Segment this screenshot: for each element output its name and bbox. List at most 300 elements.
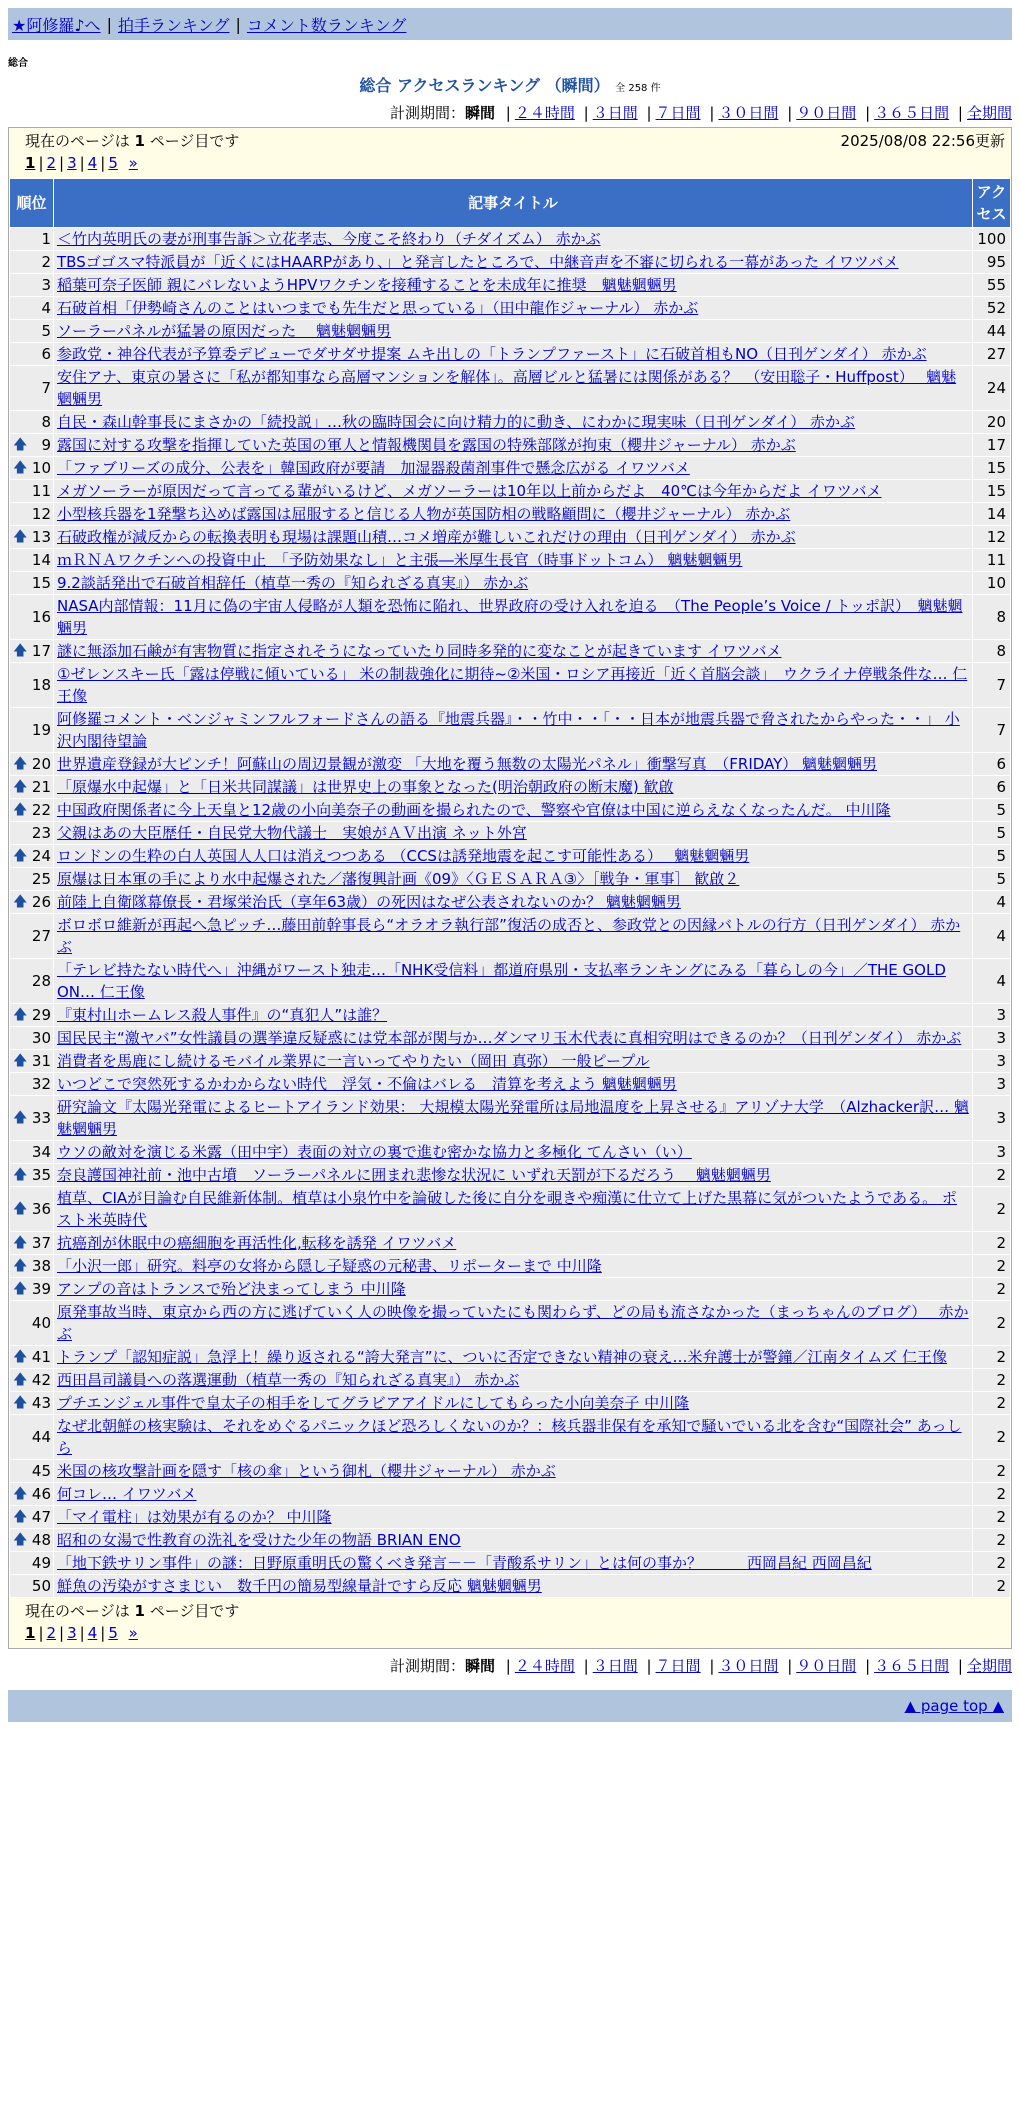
title-cell	[54, 868, 973, 891]
table-row	[10, 411, 1011, 434]
rank-cell	[10, 708, 54, 753]
arrow-up-icon: 🡅	[13, 1395, 28, 1411]
table-row	[10, 1415, 1011, 1460]
arrow-up-icon: 🡅	[13, 1167, 28, 1183]
title-cell	[54, 274, 973, 297]
access-count: 3	[973, 1004, 1011, 1027]
table-row	[10, 1278, 1011, 1301]
access-count: 20	[973, 411, 1011, 434]
article-link[interactable]: ソーラーパネルが猛暑の原因だった 魑魅魍魎男	[57, 322, 392, 340]
access-count: 2	[973, 1232, 1011, 1255]
article-link[interactable]: TBSゴゴスマ特派員が「近くにはHAARPがあり、」と発言したところで、中継音声を不審に切られる一幕があった イワツバメ	[57, 253, 899, 271]
comment-ranking-link[interactable]: コメント数ランキング	[246, 15, 407, 35]
table-row	[10, 480, 1011, 503]
access-count: 2	[973, 1301, 1011, 1346]
rank-number: 14	[31, 551, 51, 569]
access-count: 44	[973, 320, 1011, 343]
article-link[interactable]: 石破政権が減反からの転換表明も現場は課題山積…コメ増産が難しいこれだけの理由（日刊ゲンダイ） 赤かぶ	[57, 528, 796, 546]
access-count: 6	[973, 776, 1011, 799]
title-cell	[54, 1255, 973, 1278]
article-link[interactable]: 何コレ… イワツバメ	[57, 1485, 197, 1503]
period-all[interactable]: 全期間	[966, 1657, 1012, 1675]
access-count: 7	[973, 708, 1011, 753]
rank-number: 44	[31, 1428, 51, 1446]
rank-cell	[10, 1232, 54, 1255]
article-link[interactable]: プチエンジェル事件で皇太子の相手をしてグラビアアイドルにしてもらった小向美奈子 中川隆	[57, 1394, 690, 1412]
article-link[interactable]: 稲葉可奈子医師 親にバレないようHPVワクチンを接種することを未成年に推奨 魑魅魍魎男	[57, 276, 677, 294]
table-row	[10, 1027, 1011, 1050]
article-link[interactable]: 「原爆水中起爆」と「日米共同謀議」は世界史上の事象となった(明治朝政府の断末魔) 歓啟	[57, 778, 674, 796]
title-cell	[54, 411, 973, 434]
title-cell	[54, 1483, 973, 1506]
access-count: 95	[973, 251, 1011, 274]
rank-number: 50	[31, 1577, 51, 1595]
article-link[interactable]: ①ゼレンスキー氏「露は停戦に傾いている」 米の制裁強化に期待~②米国・ロシア再接近「近く首脳会談」 ウクライナ停戦条件な… 仁王像	[57, 665, 968, 705]
article-link[interactable]: 中国政府関係者に今上天皇と12歳の小向美奈子の動画を撮られたので、警察や官僚は中国に逆らえなくなったんだ。 中川隆	[57, 801, 891, 819]
arrow-up-icon: 🡅	[13, 1258, 28, 1274]
current-page-text: 現在のページは 1 ページ目です	[25, 132, 240, 150]
rank-cell	[10, 228, 54, 251]
article-link[interactable]: トランプ「認知症説」急浮上！繰り返される“誇大発言”に、ついに否定できない精神の衰え…米弁護士が警鐘／江南タイムズ 仁王像	[57, 1348, 948, 1366]
title-cell	[54, 457, 973, 480]
table-row	[10, 708, 1011, 753]
period-label: 計測期間：	[389, 104, 465, 122]
rank-cell	[10, 959, 54, 1004]
page-link-2[interactable]: 2	[46, 154, 57, 172]
article-link[interactable]: 「マイ電柱」は効果が有るのか？ 中川隆	[57, 1508, 332, 1526]
rank-cell	[10, 1552, 54, 1575]
arrow-up-icon: 🡅	[13, 1372, 28, 1388]
title-cell	[54, 549, 973, 572]
title-cell	[54, 1301, 973, 1346]
arrow-up-icon: 🡅	[13, 756, 28, 772]
rank-cell	[10, 1255, 54, 1278]
title-cell	[54, 822, 973, 845]
article-link[interactable]: 小型核兵器を1発撃ち込めば露国は屈服すると信じる人物が英国防相の戦略顧問に（櫻井ジャーナル） 赤かぶ	[57, 505, 791, 523]
period-24h[interactable]: ２４時間	[514, 1657, 575, 1675]
access-count: 24	[973, 366, 1011, 411]
rank-number: 19	[31, 721, 51, 739]
rank-cell	[10, 297, 54, 320]
title-cell	[54, 1187, 973, 1232]
period-365d[interactable]: ３６５日間	[874, 104, 950, 122]
article-link[interactable]: 前陸上自衛隊幕僚長・君塚栄治氏（享年63歳）の死因はなぜ公表されないのか？ 魑魅魍魎男	[57, 893, 681, 911]
article-link[interactable]: 国民民主“激ヤバ”女性議員の選挙違反疑惑には党本部が関与か…ダンマリ玉木代表に真相究明はできるのか？（日刊ゲンダイ） 赤かぶ	[57, 1029, 962, 1047]
article-link[interactable]: 「小沢一郎」研究。料亭の女将から隠し子疑惑の元秘書、リポーターまで 中川隆	[57, 1257, 602, 1275]
article-link[interactable]: 9.2談話発出で石破首相辞任（植草一秀の『知られざる真実』） 赤かぶ	[57, 574, 529, 592]
header-rank: 順位	[10, 179, 54, 228]
rank-number: 33	[31, 1109, 51, 1127]
table-row	[10, 549, 1011, 572]
title-cell	[54, 297, 973, 320]
rank-number: 16	[31, 608, 51, 626]
title-cell	[54, 799, 973, 822]
access-count: 4	[973, 959, 1011, 1004]
access-count: 2	[973, 1164, 1011, 1187]
article-link[interactable]: ボロボロ維新が再起へ急ピッチ…藤田前幹事長ら“オラオラ執行部”復活の成否と、参政党との因縁バトルの行方（日刊ゲンダイ） 赤かぶ	[57, 916, 961, 956]
rank-cell	[10, 1483, 54, 1506]
title-cell	[54, 845, 973, 868]
rank-cell	[10, 595, 54, 640]
page-link-4[interactable]: 4	[87, 1624, 98, 1642]
article-link[interactable]: 安住アナ、東京の暑さに「私が都知事なら高層マンションを解体」。高層ビルと猛暑には関係がある？ （安田聡子・Huffpost） 魑魅魍魎男	[57, 368, 957, 408]
article-link[interactable]: 原爆は日本軍の手により水中起爆された／藩復興計画《09》〈ＧＥＳＡＲＡ③〉［戦争・軍事］ 歓啟２	[57, 870, 740, 888]
access-count: 5	[973, 822, 1011, 845]
period-selector-bottom: 計測期間：瞬間 | ２４時間 | ３日間 | ７日間 | ３０日間 | ９０日間 | ３６５日間 | 全期間	[389, 1657, 1012, 1675]
article-link[interactable]: 消費者を馬鹿にし続けるモバイル業界に一言いってやりたい（岡田 真弥） 一般ピープル	[57, 1052, 650, 1070]
table-row	[10, 503, 1011, 526]
article-link[interactable]: 石破首相「伊勢崎さんのことはいつまでも先生だと思っている」（田中龍作ジャーナル） 赤かぶ	[57, 299, 699, 317]
table-row	[10, 799, 1011, 822]
arrow-up-icon: 🡅	[13, 460, 28, 476]
article-link[interactable]: アンプの音はトランスで殆ど決まってしまう 中川隆	[57, 1280, 406, 1298]
arrow-up-icon: 🡅	[13, 1281, 28, 1297]
updated-timestamp: 2025/08/08 22:56更新	[840, 132, 1005, 150]
arrow-up-icon: 🡅	[13, 1007, 28, 1023]
title-cell	[54, 1027, 973, 1050]
article-link[interactable]: 『東村山ホームレス殺人事件』の“真犯人”は誰？	[57, 1006, 388, 1024]
rank-number: 35	[31, 1166, 51, 1184]
table-row	[10, 1141, 1011, 1164]
access-count: 3	[973, 1073, 1011, 1096]
access-count: 2	[973, 1392, 1011, 1415]
title-cell	[54, 434, 973, 457]
period-24h[interactable]: ２４時間	[514, 104, 575, 122]
article-link[interactable]: 自民・森山幹事長にまさかの「続投説」…秋の臨時国会に向け精力的に動き、にわかに現実味（日刊ゲンダイ） 赤かぶ	[57, 413, 855, 431]
rank-cell	[10, 845, 54, 868]
access-count: 2	[973, 1460, 1011, 1483]
rank-number: 10	[31, 459, 51, 477]
title-cell	[54, 251, 973, 274]
rank-number: 22	[31, 801, 51, 819]
article-link[interactable]: 抗癌剤が休眠中の癌細胞を再活性化,転移を誘発 イワツバメ	[57, 1234, 457, 1252]
table-row	[10, 1392, 1011, 1415]
table-row	[10, 845, 1011, 868]
access-count: 52	[973, 297, 1011, 320]
access-count: 2	[973, 1529, 1011, 1552]
access-count: 7	[973, 663, 1011, 708]
rank-cell	[10, 503, 54, 526]
rank-cell	[10, 776, 54, 799]
article-link[interactable]: 謎に無添加石鹸が有害物質に指定されそうになっていたり同時多発的に変なことが起きています イワツバメ	[57, 642, 782, 660]
rank-number: 8	[41, 413, 51, 431]
article-link[interactable]: ロンドンの生粋の白人英国人人口は消えつつある （CCSは誘発地震を起こす可能性ある） 魑魅魍魎男	[57, 847, 750, 865]
table-row	[10, 572, 1011, 595]
access-count: 2	[973, 1483, 1011, 1506]
title-cell	[54, 526, 973, 549]
article-link[interactable]: 鮮魚の汚染がすさまじい 数千円の簡易型線量計ですら反応 魑魅魍魎男	[57, 1577, 542, 1595]
article-link[interactable]: 奈良護国神社前・池中古墳 ソーラーパネルに囲まれ悲惨な状況に いずれ天罰が下るだろう 魑魅魍魎男	[57, 1166, 771, 1184]
article-link[interactable]: 昭和の女湯で性教育の洗礼を受けた少年の物語 BRIAN ENO	[57, 1531, 461, 1549]
period-all[interactable]: 全期間	[966, 104, 1012, 122]
rank-cell	[10, 868, 54, 891]
table-row	[10, 320, 1011, 343]
rank-number: 1	[41, 230, 51, 248]
table-row	[10, 753, 1011, 776]
title-cell	[54, 663, 973, 708]
article-link[interactable]: NASA内部情報：11月に偽の宇宙人侵略が人類を恐怖に陥れ、世界政府の受け入れを迫る （The People’s Voice / トッポ訳） 魑魅魍魎男	[57, 597, 963, 637]
table-row	[10, 1301, 1011, 1346]
clap-ranking-link[interactable]: 拍手ランキング	[117, 15, 230, 35]
access-count: 2	[973, 1278, 1011, 1301]
page-links: 1 | 2 | 3 | 4 | 5 »	[25, 154, 138, 172]
page-current: 1	[25, 1624, 36, 1642]
period-365d[interactable]: ３６５日間	[874, 1657, 950, 1675]
title-cell	[54, 1392, 973, 1415]
rank-number: 42	[31, 1371, 51, 1389]
rank-number: 28	[31, 972, 51, 990]
article-link[interactable]: 参政党・神谷代表が予算委デビューでダサダサ提案 ムキ出しの「トランプファースト」に石破首相もNO（日刊ゲンダイ） 赤かぶ	[57, 345, 927, 363]
site-label: 総合	[8, 58, 28, 69]
title-cell	[54, 572, 973, 595]
title-cell	[54, 1096, 973, 1141]
rank-cell	[10, 251, 54, 274]
article-link[interactable]: いつどこで突然死するかわからない時代 浮気・不倫はバレる 清算を考えよう 魑魅魍魎男	[57, 1075, 677, 1093]
access-count: 100	[973, 228, 1011, 251]
rank-cell	[10, 753, 54, 776]
rank-number: 2	[41, 253, 51, 271]
arrow-up-icon: 🡅	[13, 1235, 28, 1251]
table-row	[10, 1575, 1011, 1598]
rank-cell	[10, 1050, 54, 1073]
article-link[interactable]: 世界遺産登録が大ピンチ！阿蘇山の周辺景観が激変 「大地を覆う無数の太陽光パネル」衝撃写真 （FRIDAY） 魑魅魍魎男	[57, 755, 878, 773]
period-3d[interactable]: ３日間	[592, 1657, 638, 1675]
access-count: 2	[973, 1575, 1011, 1598]
title-cell	[54, 1552, 973, 1575]
access-count: 2	[973, 1187, 1011, 1232]
rank-cell	[10, 1073, 54, 1096]
period-7d[interactable]: ７日間	[655, 1657, 701, 1675]
top-nav-bar	[8, 8, 1012, 40]
period-current: 瞬間	[464, 104, 495, 122]
rank-number: 15	[31, 574, 51, 592]
page-title-row	[0, 73, 1020, 96]
period-7d[interactable]: ７日間	[655, 104, 701, 122]
arrow-up-icon: 🡅	[13, 894, 28, 910]
access-count: 55	[973, 274, 1011, 297]
title-cell	[54, 1004, 973, 1027]
rank-cell	[10, 1529, 54, 1552]
page-title: 総合 アクセスランキング （瞬間）	[359, 76, 610, 95]
table-row	[10, 1096, 1011, 1141]
rank-cell	[10, 274, 54, 297]
rank-number: 17	[31, 642, 51, 660]
period-label: 計測期間：	[389, 1657, 465, 1675]
table-row	[10, 1529, 1011, 1552]
article-link[interactable]: ウソの敵対を演じる米露（田中宇）表面の対立の裏で進む密かな協力と多極化 てんさい（い）	[57, 1143, 692, 1161]
rank-number: 34	[31, 1143, 51, 1161]
arrow-up-icon: 🡅	[13, 529, 28, 545]
table-row	[10, 251, 1011, 274]
title-cell	[54, 503, 973, 526]
title-cell	[54, 343, 973, 366]
arrow-up-icon: 🡅	[13, 1349, 28, 1365]
table-row	[10, 1004, 1011, 1027]
arrow-up-icon: 🡅	[13, 1110, 28, 1126]
rank-cell	[10, 366, 54, 411]
arrow-up-icon: 🡅	[13, 643, 28, 659]
page-links-bottom: 1 | 2 | 3 | 4 | 5 »	[25, 1624, 138, 1642]
period-30d[interactable]: ３０日間	[718, 104, 779, 122]
table-row	[10, 274, 1011, 297]
table-row	[10, 1164, 1011, 1187]
rank-cell	[10, 480, 54, 503]
access-count: 8	[973, 595, 1011, 640]
table-header	[10, 179, 1011, 228]
access-count: 11	[973, 549, 1011, 572]
home-link[interactable]: ★阿修羅♪へ	[12, 15, 101, 35]
page-link-3[interactable]: 3	[67, 1624, 77, 1642]
rank-number: 27	[31, 927, 51, 945]
access-count: 3	[973, 1096, 1011, 1141]
rank-number: 6	[41, 345, 51, 363]
table-row	[10, 526, 1011, 549]
table-row	[10, 366, 1011, 411]
rank-number: 30	[31, 1029, 51, 1047]
rank-number: 7	[41, 379, 51, 397]
rank-number: 25	[31, 870, 51, 888]
title-cell	[54, 640, 973, 663]
access-count: 5	[973, 799, 1011, 822]
page-link-4[interactable]: 4	[87, 154, 98, 172]
rank-cell	[10, 1027, 54, 1050]
access-count: 4	[973, 914, 1011, 959]
article-link[interactable]: 原発事故当時、東京から西の方に逃げていく人の映像を撮っていたにも関わらず、どの局も流さなかった（まっちゃんのブログ） 赤かぶ	[57, 1303, 969, 1343]
title-cell	[54, 891, 973, 914]
period-3d[interactable]: ３日間	[592, 104, 638, 122]
table-row	[10, 1255, 1011, 1278]
rank-number: 38	[31, 1257, 51, 1275]
article-link[interactable]: 「テレビ持たない時代へ」沖縄がワースト独走…「NHK受信料」都道府県別・支払率ランキングにみる「暮らしの今」／THE GOLD ON… 仁王像	[57, 961, 946, 1001]
access-count: 3	[973, 1027, 1011, 1050]
title-cell	[54, 1278, 973, 1301]
title-cell	[54, 1164, 973, 1187]
rank-number: 3	[41, 276, 51, 294]
title-cell	[54, 1415, 973, 1460]
article-link[interactable]: メガソーラーが原因だって言ってる輩がいるけど、メガソーラーは10年以上前からだよ 40℃は今年からだよ イワツバメ	[57, 482, 882, 500]
table-row	[10, 1369, 1011, 1392]
page-link-3[interactable]: 3	[67, 154, 77, 172]
access-count: 17	[973, 434, 1011, 457]
rank-cell	[10, 1506, 54, 1529]
title-cell	[54, 776, 973, 799]
title-cell	[54, 480, 973, 503]
period-30d[interactable]: ３０日間	[718, 1657, 779, 1675]
table-row	[10, 1073, 1011, 1096]
rank-cell	[10, 1575, 54, 1598]
rank-cell	[10, 1164, 54, 1187]
page-next[interactable]: »	[128, 1624, 138, 1642]
rank-cell	[10, 1301, 54, 1346]
access-count: 15	[973, 480, 1011, 503]
title-cell	[54, 1369, 973, 1392]
title-cell	[54, 320, 973, 343]
rank-number: 4	[41, 299, 51, 317]
title-cell	[54, 1050, 973, 1073]
access-count: 27	[973, 343, 1011, 366]
access-count: 2	[973, 1415, 1011, 1460]
article-link[interactable]: 露国に対する攻撃を指揮していた英国の軍人と情報機関員を露国の特殊部隊が拘束（櫻井ジャーナル） 赤かぶ	[57, 436, 796, 454]
period-90d[interactable]: ９０日間	[796, 104, 857, 122]
rank-number: 13	[31, 528, 51, 546]
rank-number: 12	[31, 505, 51, 523]
arrow-up-icon: 🡅	[13, 437, 28, 453]
access-count: 3	[973, 1141, 1011, 1164]
table-row	[10, 1187, 1011, 1232]
ranking-container	[8, 127, 1012, 1649]
ranking-table	[9, 178, 1011, 1598]
bottom-bar	[8, 1690, 1012, 1722]
article-link[interactable]: 「ファブリーズの成分、公表を」韓国政府が要請 加湿器殺菌剤事件で懸念広がる イワツバメ	[57, 459, 690, 477]
page-link-5[interactable]: 5	[108, 1624, 118, 1642]
access-count: 2	[973, 1552, 1011, 1575]
table-row	[10, 228, 1011, 251]
article-link[interactable]: 西田昌司議員への落選運動（植草一秀の『知られざる真実』） 赤かぶ	[57, 1371, 520, 1389]
access-count: 5	[973, 868, 1011, 891]
article-link[interactable]: 父親はあの大臣歴任・自民党大物代議士 実娘がＡＶ出演 ネット外宮	[57, 824, 527, 842]
page-next[interactable]: »	[128, 154, 138, 172]
access-count: 4	[973, 891, 1011, 914]
rank-cell	[10, 411, 54, 434]
rank-number: 20	[31, 755, 51, 773]
nav-separator: |	[106, 14, 112, 34]
page-top-link[interactable]: ▲ page top ▲	[904, 1697, 1004, 1715]
rank-cell	[10, 822, 54, 845]
table-row	[10, 959, 1011, 1004]
rank-cell	[10, 1346, 54, 1369]
rank-cell	[10, 1096, 54, 1141]
rank-number: 37	[31, 1234, 51, 1252]
rank-cell	[10, 1369, 54, 1392]
article-link[interactable]: 研究論文『太陽光発電によるヒートアイランド効果： 大規模太陽光発電所は局地温度を上昇させる』アリゾナ大学 （Alzhacker訳… 魑魅魍魎男	[57, 1098, 969, 1138]
title-cell	[54, 1529, 973, 1552]
table-row	[10, 1346, 1011, 1369]
page-link-5[interactable]: 5	[108, 154, 118, 172]
article-link[interactable]: ＜竹内英明氏の妻が刑事告訴＞立花孝志、今度こそ終わり（チダイズム） 赤かぶ	[57, 230, 601, 248]
table-row	[10, 663, 1011, 708]
title-cell	[54, 1232, 973, 1255]
article-link[interactable]: なぜ北朝鮮の核実験は、それをめぐるパニックほど恐ろしくないのか？：核兵器非保有を承知で騒いでいる北を含む“国際社会” あっしら	[57, 1417, 962, 1457]
access-count: 14	[973, 503, 1011, 526]
article-link[interactable]: 阿修羅コメント・ベンジャミンフルフォードさんの語る『地震兵器』・・竹中・・「・・日本が地震兵器で脅されたからやった・・」 小沢内閣待望論	[57, 710, 960, 750]
rank-cell	[10, 549, 54, 572]
arrow-up-icon: 🡅	[13, 779, 28, 795]
period-90d[interactable]: ９０日間	[796, 1657, 857, 1675]
rank-cell	[10, 1460, 54, 1483]
title-cell	[54, 366, 973, 411]
page-link-2[interactable]: 2	[46, 1624, 57, 1642]
table-row	[10, 343, 1011, 366]
title-cell	[54, 1346, 973, 1369]
article-link[interactable]: ｍＲＮＡワクチンへの投資中止 「予防効果なし」と主張―米厚生長官（時事ドットコム） 魑魅魍魎男	[57, 551, 743, 569]
rank-number: 18	[31, 676, 51, 694]
current-page-text-bottom: 現在のページは 1 ページ目です	[25, 1602, 240, 1620]
article-link[interactable]: 植草、CIAが目論む自民維新体制。植草は小泉竹中を論破した後に自分を覗きや痴漢に仕立て上げた黒幕に気がついたようである。 ポスト米英時代	[57, 1189, 957, 1229]
rank-number: 24	[31, 847, 51, 865]
title-cell	[54, 959, 973, 1004]
article-link[interactable]: 「地下鉄サリン事件」の謎：日野原重明氏の驚くべき発言－－「青酸系サリン」とは何の事か？ 西岡昌紀 西岡昌紀	[57, 1554, 872, 1572]
access-count: 2	[973, 1255, 1011, 1278]
rank-cell	[10, 572, 54, 595]
table-row	[10, 1460, 1011, 1483]
table-row	[10, 434, 1011, 457]
article-link[interactable]: 米国の核攻撃計画を隠す「核の傘」という御札（櫻井ジャーナル） 赤かぶ	[57, 1462, 556, 1480]
total-count: 全 258 件	[615, 83, 661, 94]
table-row	[10, 1050, 1011, 1073]
rank-cell	[10, 1004, 54, 1027]
table-row	[10, 868, 1011, 891]
table-row	[10, 914, 1011, 959]
